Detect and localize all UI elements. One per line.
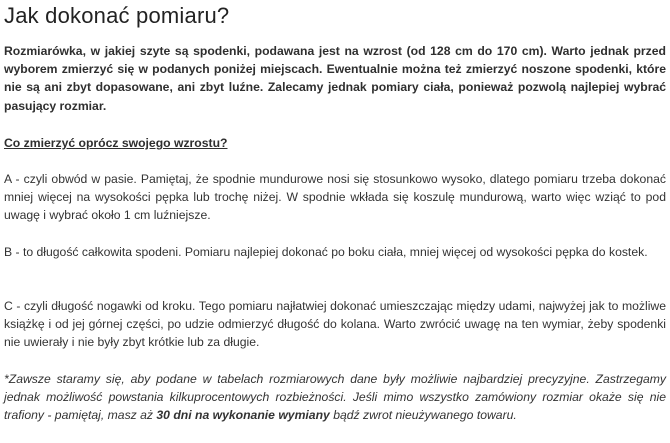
- footnote-text-end: bądź zwrot nieużywanego towaru.: [329, 408, 517, 423]
- footnote-text-start: *Zawsze staramy się, aby podane w tabelach rozmiarowych dane były możliwie najbardziej precyzyjne. Zastrzegamy jednak możliwość powstania kilkuprocentowych rozbieżności. Jeśli mimo wszystko zamówiony rozmiar okaże się nie trafiony - pamiętaj, masz aż: [4, 372, 666, 423]
- page-title: Jak dokonać pomiaru?: [4, 3, 230, 28]
- footnote: [4, 370, 666, 425]
- footnote-emphasis: 30 dni na wykonanie wymiany: [156, 408, 330, 423]
- section-subheading: Co zmierzyć oprócz swojego wzrostu?: [4, 136, 228, 150]
- intro-paragraph: Rozmiarówka, w jakiej szyte są spodenki, podawana jest na wzrost (od 128 cm do 170 cm). Warto jednak przed wyborem zmierzyć się w podanych poniżej miejscach. Ewentualnie można też zmierzyć noszone spodenki, które nie są ani zbyt dopasowane, ani zbyt luźne. Zalecamy jednak pomiary ciała, ponieważ pozwolą najlepiej wybrać pasujący rozmiar.: [4, 44, 666, 113]
- measurement-a-paragraph: A - czyli obwód w pasie. Pamiętaj, że spodnie mundurowe nosi się stosunkowo wysoko, dlatego pomiaru trzeba dokonać mniej więcej na wysokości pępka lub trochę niżej. W spodnie wkłada się koszulę mundurową, warto więc wziąć to pod uwagę i wybrać około 1 cm luźniejsze.: [4, 172, 666, 223]
- measurement-b-paragraph: B - to długość całkowita spodeni. Pomiaru najlepiej dokonać po boku ciała, mniej więcej od wysokości pępka do kostek.: [4, 245, 648, 259]
- measurement-c-paragraph: C - czyli długość nogawki od kroku. Tego pomiaru najłatwiej dokonać umieszczając między udami, najwyżej jak to możliwe książkę i od jej górnej części, po udzie odmierzyć długość do kolana. Warto zwrócić uwagę na ten wymiar, żeby spodenki nie uwierały i nie były zbyt krótkie lub za długie.: [4, 299, 666, 350]
